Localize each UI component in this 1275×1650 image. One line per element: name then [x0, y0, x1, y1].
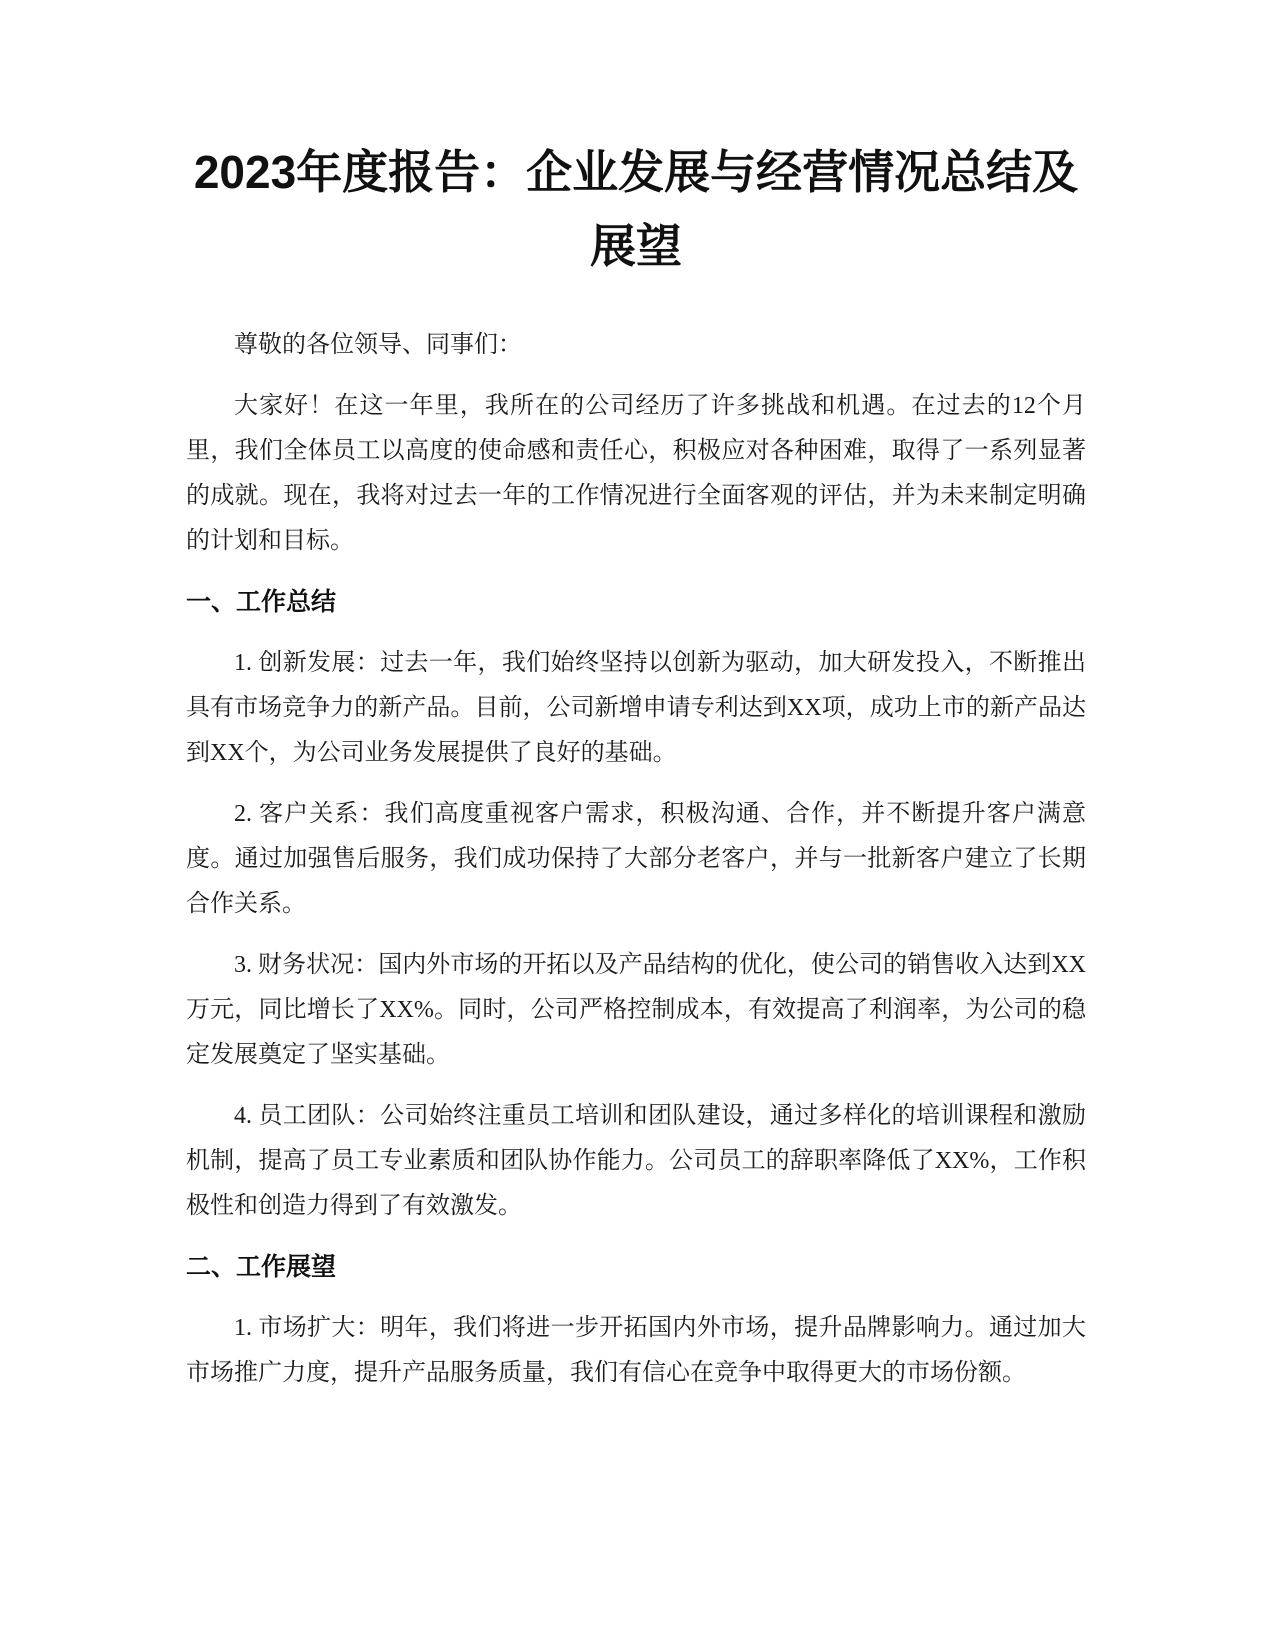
outlook-item-market-expansion: 1. 市场扩大：明年，我们将进一步开拓国内外市场，提升品牌影响力。通过加大市场推广力度，提升产品服务质量，我们有信心在竞争中取得更大的市场份额。 [186, 1315, 1086, 1386]
document-content [186, 135, 1086, 1396]
document-title: 2023年度报告：企业发展与经营情况总结及展望 [193, 146, 1079, 272]
summary-item-staff-team: 4. 员工团队：公司始终注重员工培训和团队建设，通过多样化的培训课程和激励机制，提高了员工专业素质和团队协作能力。公司员工的辞职率降低了XX%，工作积极性和创造力得到了有效激发。 [186, 1103, 1086, 1219]
summary-item-financial-status: 3. 财务状况：国内外市场的开拓以及产品结构的优化，使公司的销售收入达到XX万元，同比增长了XX%。同时，公司严格控制成本，有效提高了利润率，为公司的稳定发展奠定了坚实基础。 [186, 952, 1086, 1068]
section-heading-work-summary: 一、工作总结 [186, 588, 337, 616]
summary-item-innovation: 1. 创新发展：过去一年，我们始终坚持以创新为驱动，加大研发投入，不断推出具有市场竞争力的新产品。目前，公司新增申请专利达到XX项，成功上市的新产品达到XX个，为公司业务发展提供了良好的基础。 [186, 650, 1086, 766]
intro-paragraph: 大家好！在这一年里，我所在的公司经历了许多挑战和机遇。在过去的12个月里，我们全体员工以高度的使命感和责任心，积极应对各种困难，取得了一系列显著的成就。现在，我将对过去一年的工作情况进行全面客观的评估，并为未来制定明确的计划和目标。 [186, 393, 1086, 554]
summary-item-customer-relations: 2. 客户关系：我们高度重视客户需求，积极沟通、合作，并不断提升客户满意度。通过加强售后服务，我们成功保持了大部分老客户，并与一批新客户建立了长期合作关系。 [186, 801, 1086, 917]
section-heading-work-outlook: 二、工作展望 [186, 1253, 337, 1281]
greeting-paragraph: 尊敬的各位领导、同事们： [234, 332, 522, 358]
